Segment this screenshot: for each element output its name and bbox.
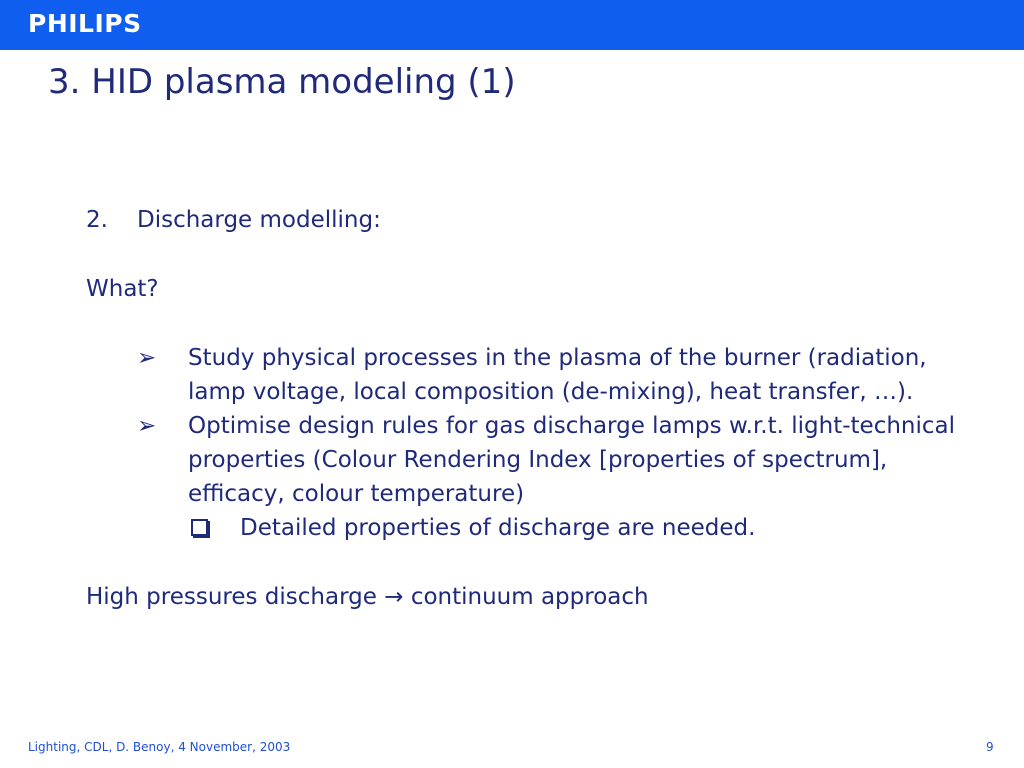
bullet-line: properties (Colour Rendering Index [properties of spectrum], xyxy=(188,447,888,473)
arrowhead-bullet-icon: ➢ xyxy=(137,345,157,371)
brand-logo: PHILIPS xyxy=(28,9,142,38)
slide-title: 3. HID plasma modeling (1) xyxy=(48,62,516,102)
conclusion-start: High pressures discharge xyxy=(86,584,377,610)
conclusion-end: continuum approach xyxy=(410,584,649,610)
section-number: 2. xyxy=(86,207,108,233)
right-arrow-icon: → xyxy=(384,584,404,610)
bullet-line: efficacy, colour temperature) xyxy=(188,481,525,507)
section-label: Discharge modelling: xyxy=(137,207,381,233)
bullet-line: Optimise design rules for gas discharge lamps w.r.t. light-technical xyxy=(188,413,956,439)
footer-credit: Lighting, CDL, D. Benoy, 4 November, 2003 xyxy=(28,740,291,754)
bullet-line: Study physical processes in the plasma of the burner (radiation, xyxy=(188,345,927,371)
subbullet-text: Detailed properties of discharge are needed. xyxy=(240,515,756,541)
conclusion-line xyxy=(86,580,649,614)
bullet-line: lamp voltage, local composition (de-mixing), heat transfer, …). xyxy=(188,379,914,405)
arrowhead-bullet-icon: ➢ xyxy=(137,413,157,439)
question-text: What? xyxy=(86,276,159,302)
checkbox-bullet-icon xyxy=(191,519,208,536)
page-number: 9 xyxy=(986,740,994,754)
